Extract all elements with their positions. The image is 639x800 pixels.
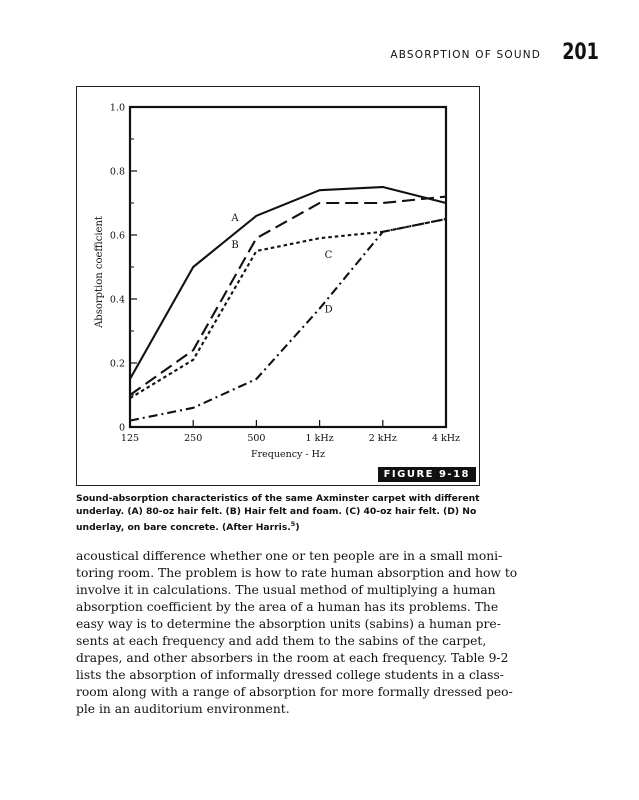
body-line: easy way is to determine the absorption units (sabins) a human pre-: [76, 617, 501, 631]
x-tick-label: 4 kHz: [431, 433, 461, 444]
x-tick-label: 2 kHz: [368, 433, 397, 444]
series-label-b: B: [231, 240, 239, 252]
page-number: 201: [562, 40, 599, 65]
caption-text: Sound-absorption characteristics of the same Axminster carpet with different underlay. (A) 80-oz hair felt. (B) Hair felt and foam. (C) 40-oz hair felt. (D) No underlay, on bare concrete. (After Harris.: [76, 493, 480, 534]
series-line-d: [130, 219, 446, 421]
body-line: room along with a range of absorption for more formally dressed peo-: [76, 685, 513, 699]
x-tick-label: 125: [120, 433, 140, 444]
x-tick-label: 1 kHz: [305, 433, 334, 444]
y-tick-label: 0.6: [109, 230, 125, 242]
body-line: absorption coefficient by the area of a human has its problems. The: [76, 600, 499, 614]
body-line: sents at each frequency and add them to the sabins of the carpet,: [76, 634, 487, 648]
y-tick-label: 0.8: [109, 166, 125, 178]
x-tick-label: 250: [184, 433, 203, 444]
y-tick-label: 0.2: [109, 358, 125, 370]
body-paragraph: [76, 548, 518, 718]
page-header: [390, 42, 599, 64]
figure-tag: FIGURE 9-18: [378, 467, 476, 482]
absorption-chart: [77, 87, 479, 485]
body-line: acoustical difference whether one or ten people are in a small moni-: [76, 549, 503, 563]
series-line-c: [130, 219, 446, 398]
figure-caption: [76, 492, 486, 534]
body-line: drapes, and other absorbers in the room at each frequency. Table 9-2: [76, 651, 509, 665]
figure-frame: [76, 86, 480, 486]
x-axis-label: Frequency - Hz: [251, 449, 325, 460]
series-line-a: [130, 187, 446, 379]
body-line: lists the absorption of informally dressed college students in a class-: [76, 668, 504, 682]
plot-area-frame: [130, 107, 446, 427]
caption-reference: 5: [290, 520, 296, 528]
y-tick-label: 0.4: [109, 294, 125, 306]
series-label-a: A: [231, 212, 239, 224]
body-line: involve it in calculations. The usual method of multiplying a human: [76, 583, 496, 597]
caption-tail: ): [295, 522, 300, 534]
series-label-c: C: [324, 250, 333, 262]
y-tick-label: 0: [118, 422, 125, 434]
y-tick-label: 1.0: [109, 102, 125, 114]
body-line: toring room. The problem is how to rate human absorption and how to: [76, 566, 518, 580]
y-axis-label: Absorption coefficient: [94, 216, 105, 328]
series-label-d: D: [324, 304, 333, 316]
running-head: ABSORPTION OF SOUND: [390, 49, 542, 61]
x-tick-label: 500: [247, 433, 266, 444]
body-line: ple in an auditorium environment.: [76, 702, 290, 716]
